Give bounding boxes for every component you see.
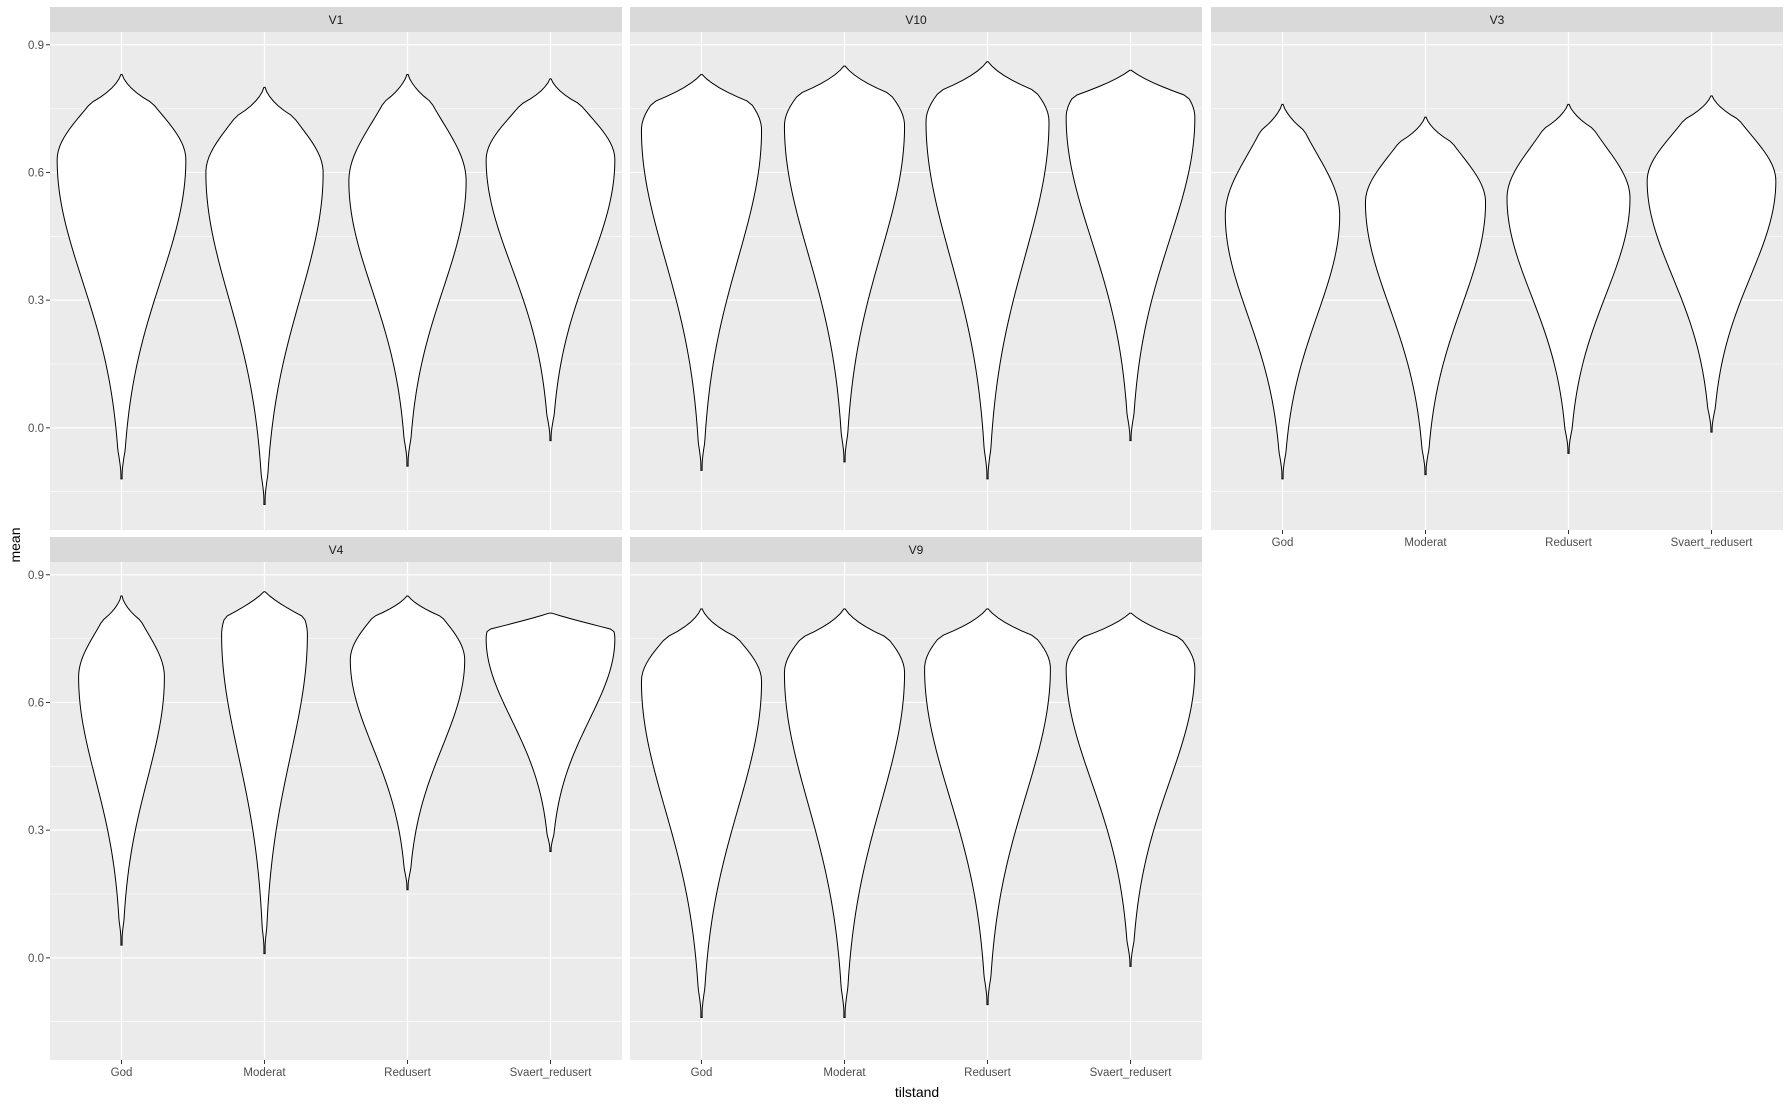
x-tick-label: Svaert_redusert [1670,537,1753,549]
y-tick-label: 0.9 [28,39,44,52]
facet-panel-v10 [630,7,1202,530]
y-tick-label: 0.3 [28,825,44,838]
y-tick-label: 0.6 [28,167,44,180]
facet-strip-label: V3 [1489,13,1505,27]
y-axis-title: mean [7,527,23,563]
x-tick-label: God [690,1067,713,1079]
facet-panel-v4 [28,537,622,1079]
facet-strip-label: V1 [328,13,344,27]
facet-strip-label: V4 [328,543,344,557]
y-tick-label: 0.6 [28,697,44,710]
x-tick-label: Redusert [1545,537,1592,549]
facet-panels [28,7,1783,1079]
x-tick-label: Svaert_redusert [509,1067,592,1079]
facet-panel-v9 [630,537,1202,1079]
y-tick-label: 0.0 [28,952,44,965]
x-tick-label: Moderat [243,1067,286,1079]
y-tick-label: 0.9 [28,569,44,582]
x-tick-label: God [110,1067,133,1079]
x-tick-label: Moderat [1404,537,1447,549]
x-tick-label: Svaert_redusert [1089,1067,1172,1079]
facet-strip-label: V10 [905,13,927,27]
x-tick-label: Moderat [823,1067,866,1079]
y-tick-label: 0.3 [28,295,44,308]
x-axis-title: tilstand [894,1084,940,1100]
facet-panel-v1 [28,7,622,530]
facet-strip-label: V9 [908,543,924,557]
x-tick-label: God [1271,537,1294,549]
x-tick-label: Redusert [384,1067,431,1079]
y-tick-label: 0.0 [28,422,44,435]
x-tick-label: Redusert [964,1067,1011,1079]
facet-panel-v3 [1211,7,1783,549]
